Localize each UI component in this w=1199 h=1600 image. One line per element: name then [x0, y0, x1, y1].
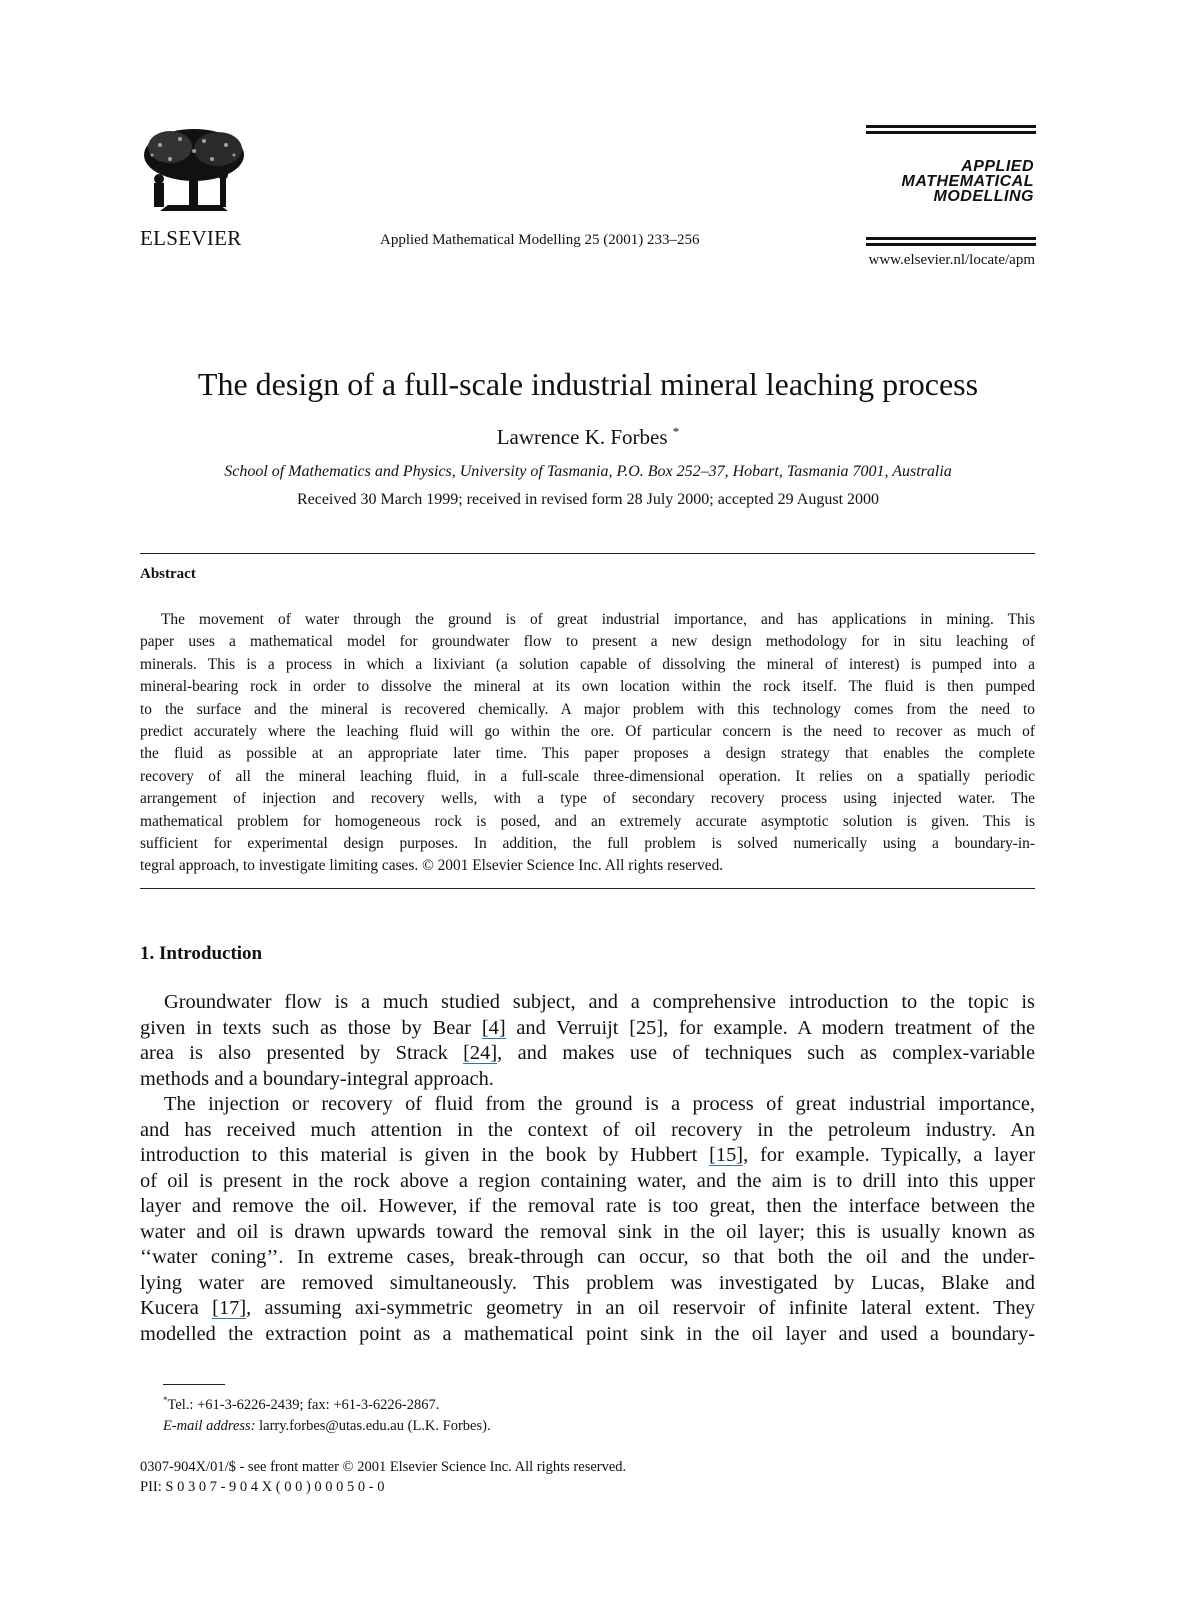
paragraph-line [140, 1118, 1035, 1144]
text-run: , for example. Typically, a layer [743, 1144, 1036, 1166]
abstract-line: The movement of water through the ground is of great industrial importance, and has applications in mining. This [161, 611, 1035, 628]
paragraph-line [140, 1169, 1035, 1195]
text-run: modelled the extraction point as a mathematical point sink in the oil layer and used a boundary- [140, 1322, 1035, 1345]
abstract-line: sufficient for experimental design purposes. In addition, the full problem is solved numerically using a boundary-in- [140, 834, 1035, 852]
text-run: The injection or recovery of fluid from the ground is a process of great industrial importance, [164, 1093, 1035, 1115]
citation-link[interactable]: [24] [463, 1042, 498, 1064]
text-run: , assuming axi-symmetric geometry in an oil reservoir of infinite lateral extent. They [246, 1297, 1035, 1319]
abstract-line: paper uses a mathematical model for groundwater flow to present a new design methodology for in situ leaching of [140, 633, 1035, 651]
abstract-line: to the surface and the mineral is recovered chemically. A major problem with this technology comes from the need to [140, 700, 1035, 718]
paragraph-line [140, 1220, 1035, 1246]
abstract-line: recovery of all the mineral leaching fluid, in a full-scale three-dimensional operation. It relies on a spatially periodic [140, 767, 1035, 785]
paragraph-line [140, 1067, 1035, 1093]
journal-logo-line: APPLIED [961, 158, 1034, 175]
paragraph-line [140, 990, 1035, 1016]
divider [140, 553, 1035, 554]
front-matter [140, 1457, 626, 1497]
paragraph-line [140, 1245, 1035, 1271]
paragraph-line [140, 1016, 1035, 1042]
paragraph-line [140, 1092, 1035, 1118]
text-run: introduction to this material is given in the book by Hubbert [140, 1144, 710, 1166]
author-line [0, 424, 1176, 450]
affiliation: School of Mathematics and Physics, University of Tasmania, P.O. Box 252–37, Hobart, Tasmania 7001, Australia [224, 463, 952, 480]
text-run: Groundwater flow is a much studied subject, and a comprehensive introduction to the topic is [164, 991, 1035, 1013]
text-run: Kucera [140, 1297, 213, 1319]
text-run: given in texts such as those by Bear [140, 1016, 482, 1039]
email-label: E-mail address: [163, 1417, 256, 1434]
copyright-line: 0307-904X/01/$ - see front matter © 2001 Elsevier Science Inc. All rights reserved. [140, 1459, 627, 1475]
text-run: , and makes use of techniques such as complex-variable [497, 1042, 1035, 1064]
citation-link[interactable]: [4] [481, 1016, 506, 1039]
paper-title: The design of a full-scale industrial mineral leaching process [197, 366, 979, 402]
abstract-line: the fluid as possible at an appropriate later time. This paper proposes a design strategy that enables the complete [140, 745, 1035, 763]
journal-logo [866, 125, 1036, 247]
text-run: layer and remove the oil. However, if the removal rate is too great, then the interface between the [140, 1195, 1035, 1217]
introduction-body [140, 990, 1035, 1347]
journal-logo-line: MATHEMATICAL [901, 173, 1034, 190]
text-run: and has received much attention in the context of oil recovery in the petroleum industry. An [140, 1118, 1035, 1141]
abstract-heading: Abstract [140, 566, 196, 582]
journal-citation: Applied Mathematical Modelling 25 (2001) 233–256 [380, 232, 700, 248]
text-run: lying water are removed simultaneously. This problem was investigated by Lucas, Blake and [140, 1271, 1035, 1294]
email-address-link[interactable]: larry.forbes@utas.edu.au (L.K. Forbes). [255, 1417, 491, 1434]
abstract-body [140, 609, 1035, 878]
author-name: Lawrence K. Forbes [496, 425, 668, 449]
paragraph-line [140, 1271, 1035, 1297]
footnote [163, 1390, 491, 1437]
citation-link[interactable]: [15] [709, 1144, 744, 1166]
text-run: water and oil is drawn upwards toward the removal sink in the oil layer; this is usually known as [140, 1220, 1035, 1243]
text-run: and Verruijt [25], for example. A modern treatment of the [505, 1016, 1035, 1039]
text-run: methods and a boundary-integral approach. [140, 1067, 494, 1090]
abstract-line: predict accurately where the leaching fluid will go within the ore. Of particular concern is the need to recover as much of [140, 722, 1035, 740]
publisher-name: ELSEVIER [140, 226, 242, 250]
footnote-mark: * [163, 1395, 168, 1405]
paragraph-line [140, 1322, 1035, 1348]
abstract-line: tegral approach, to investigate limiting cases. © 2001 Elsevier Science Inc. All rights reserved. [140, 857, 724, 875]
text-run: of oil is present in the rock above a region containing water, and the aim is to drill into this upper [140, 1169, 1035, 1192]
paragraph-line [140, 1041, 1035, 1067]
divider [140, 888, 1035, 889]
pii-line: PII: S 0 3 0 7 - 9 0 4 X ( 0 0 ) 0 0 0 5 0 - 0 [140, 1479, 385, 1495]
received-dates: Received 30 March 1999; received in revised form 28 July 2000; accepted 29 August 2000 [296, 491, 880, 508]
citation-link[interactable]: [17] [212, 1297, 247, 1319]
section-heading: 1. Introduction [140, 943, 263, 964]
footnote-contact [163, 1390, 491, 1416]
text-run: area is also presented by Strack [140, 1042, 464, 1064]
paragraph-line [140, 1296, 1035, 1322]
journal-url-link[interactable]: www.elsevier.nl/locate/apm [868, 252, 1035, 268]
abstract-line: minerals. This is a process in which a lixiviant (a solution capable of dissolving the mineral of interest) is pumped into a [140, 655, 1035, 673]
footnote-divider [163, 1384, 225, 1385]
author-footnote-mark[interactable]: * [672, 424, 680, 439]
abstract-line: mathematical problem for homogeneous rock is posed, and an extremely accurate asymptotic solution is given. This is [140, 812, 1035, 830]
elsevier-tree-logo [140, 125, 248, 217]
abstract-line: arrangement of injection and recovery wells, with a type of secondary recovery process using injected water. The [140, 790, 1035, 808]
paragraph-line [140, 1194, 1035, 1220]
paragraph-line [140, 1143, 1035, 1169]
footnote-email [163, 1416, 491, 1437]
footnote-tel: Tel.: +61-3-6226-2439; fax: +61-3-6226-2867. [167, 1396, 440, 1413]
journal-logo-line: MODELLING [933, 188, 1034, 205]
text-run: ‘‘water coning’’. In extreme cases, break-through can occur, so that both the oil and the under- [140, 1246, 1035, 1268]
abstract-line: mineral-bearing rock in order to dissolve the mineral at its own location within the rock itself. The fluid is then pumped [140, 678, 1035, 696]
